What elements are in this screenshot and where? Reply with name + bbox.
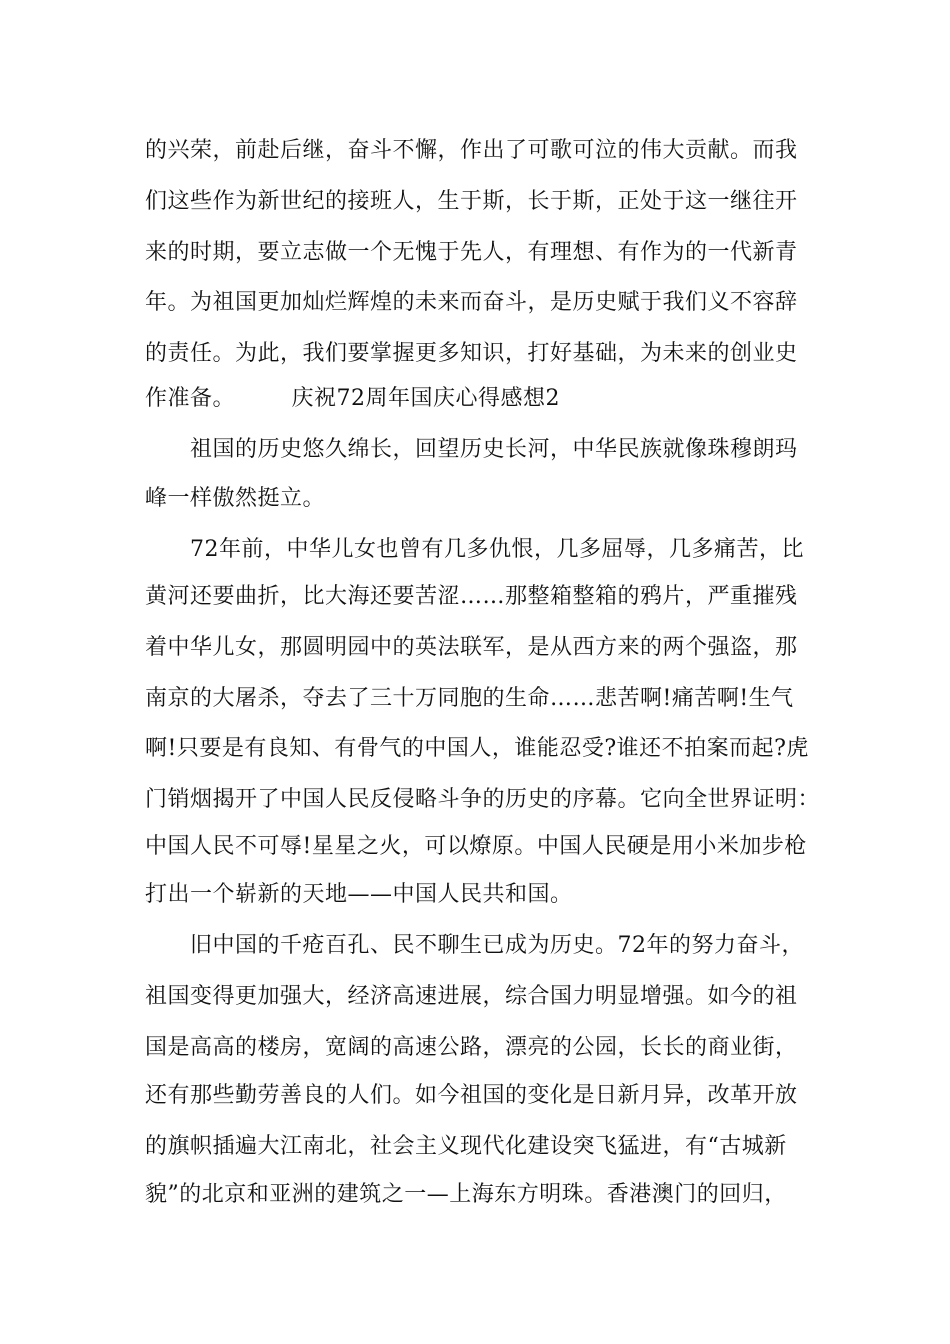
text-line: 还有那些勤劳善良的人们。如今祖国的变化是日新月异，改革开放 bbox=[145, 1083, 798, 1108]
text-line: 来的时期，要立志做一个无愧于先人，有理想、有作为的一代新青 bbox=[145, 240, 798, 265]
text-line: 们这些作为新世纪的接班人，生于斯，长于斯，正处于这一继往开 bbox=[145, 189, 798, 214]
text-line: 年。为祖国更加灿烂辉煌的未来而奋斗，是历史赋于我们义不容辞 bbox=[145, 290, 798, 315]
text-line: 作准备。 庆祝72周年国庆心得感想2 bbox=[145, 386, 560, 411]
text-line: 南京的大屠杀，夺去了三十万同胞的生命……悲苦啊!痛苦啊!生气 bbox=[145, 686, 794, 711]
text-line: 门销烟揭开了中国人民反侵略斗争的历史的序幕。它向全世界证明： bbox=[145, 787, 821, 812]
text-line: 打出一个崭新的天地——中国人民共和国。 bbox=[145, 882, 573, 907]
text-line: 的责任。为此，我们要掌握更多知识，打好基础，为未来的创业史 bbox=[145, 341, 798, 366]
text-line: 峰一样傲然挺立。 bbox=[145, 486, 326, 511]
text-line: 中国人民不可辱!星星之火，可以燎原。中国人民硬是用小米加步枪 bbox=[145, 834, 807, 859]
text-line: 貌”的北京和亚洲的建筑之一—上海东方明珠。香港澳门的回归， bbox=[145, 1182, 787, 1207]
text-line: 黄河还要曲折，比大海还要苦涩……那整箱整箱的鸦片，严重摧残 bbox=[145, 584, 798, 609]
text-line: 国是高高的楼房，宽阔的高速公路，漂亮的公园，长长的商业街， bbox=[145, 1035, 798, 1060]
text-line: 祖国变得更加强大，经济高速进展，综合国力明显增强。如今的祖 bbox=[145, 984, 798, 1009]
text-line: 的兴荣，前赴后继，奋斗不懈，作出了可歌可泣的伟大贡献。而我 bbox=[145, 138, 798, 163]
paragraph-start-line: 旧中国的千疮百孔、民不聊生已成为历史。72年的努力奋斗， bbox=[190, 933, 804, 958]
paragraph-start-line: 72年前，中华儿女也曾有几多仇恨，几多屈辱，几多痛苦，比 bbox=[190, 537, 804, 562]
paragraph-start-line: 祖国的历史悠久绵长，回望历史长河，中华民族就像珠穆朗玛 bbox=[190, 437, 798, 462]
text-line: 的旗帜插遍大江南北，社会主义现代化建设突飞猛进，有“古城新 bbox=[145, 1134, 787, 1159]
text-line: 着中华儿女，那圆明园中的英法联军，是从西方来的两个强盗，那 bbox=[145, 635, 798, 660]
text-line: 啊!只要是有良知、有骨气的中国人，谁能忍受?谁还不拍案而起?虎 bbox=[145, 736, 809, 761]
